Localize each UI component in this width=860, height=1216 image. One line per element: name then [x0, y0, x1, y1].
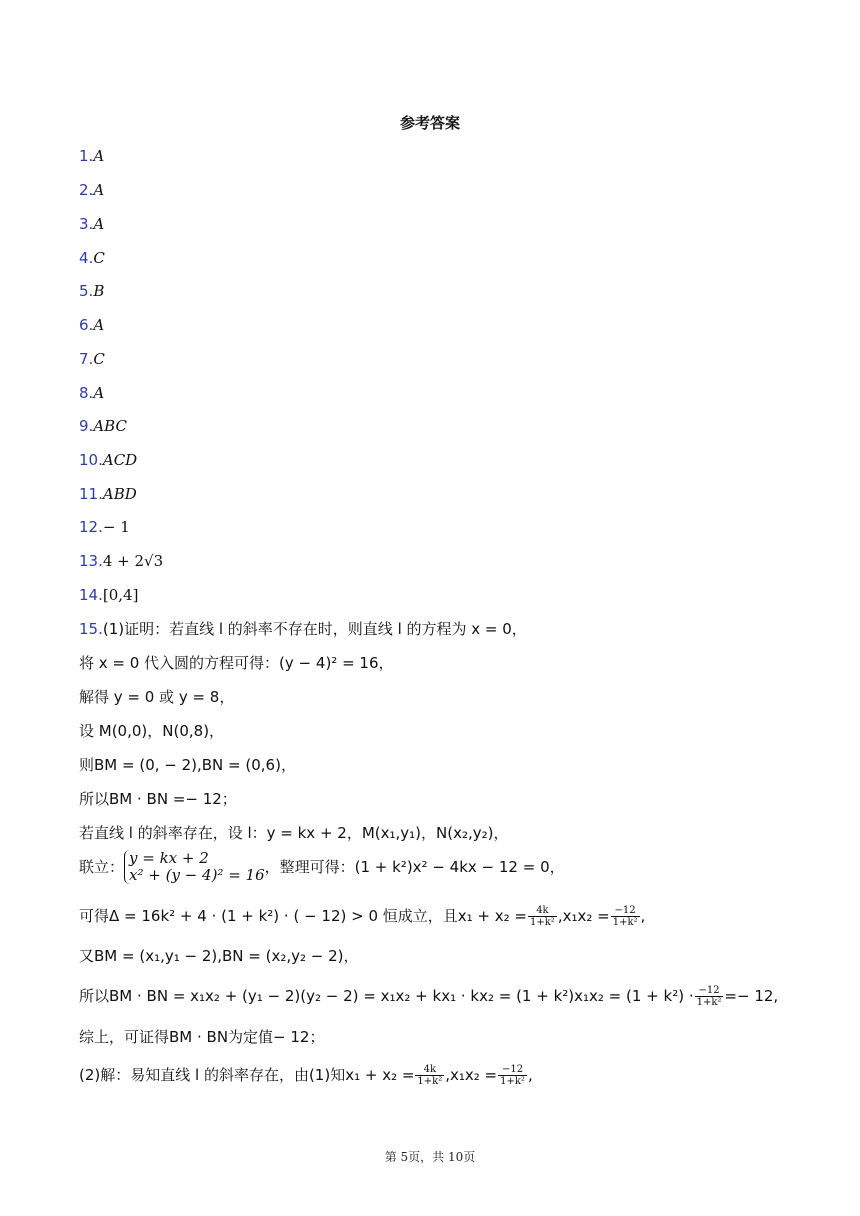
- fraction: [498, 1064, 527, 1087]
- numerator: 4k: [528, 905, 557, 917]
- solution-line: 若直线 l 的斜率存在，设 l：y = kx + 2，M(x₁,y₁)，N(x₂,y₂)，: [79, 824, 509, 842]
- answer-line: [79, 484, 137, 504]
- solution-text: 所以BM · BN = x₁x₂ + (y₁ − 2)(y₂ − 2) = x₁x₂ + kx₁ · kx₂ = (1 + k²)x₁x₂ = (1 + k²) ·: [79, 987, 694, 1005]
- answer-text: ABD: [102, 485, 137, 503]
- answer-text: [0,4]: [102, 586, 139, 604]
- answer-line: [79, 180, 104, 200]
- answer-number: 14.: [79, 586, 103, 604]
- answer-number: 1.: [79, 147, 94, 165]
- solution-text: ,: [640, 907, 646, 925]
- equation-system: [124, 850, 265, 884]
- solution-line: 又BM = (x₁,y₁ − 2),BN = (x₂,y₂ − 2)，: [79, 947, 359, 965]
- answer-text: − 1: [102, 518, 130, 536]
- answer-number: 11.: [79, 485, 103, 503]
- answer-number: 12.: [79, 518, 103, 536]
- fraction: [695, 985, 724, 1008]
- solution-line: [79, 850, 565, 884]
- answer-number: 8.: [79, 384, 94, 402]
- answer-number: 10.: [79, 451, 103, 469]
- answer-line: [79, 585, 138, 605]
- solution-line: 综上，可证得BM · BN为定值− 12；: [79, 1028, 325, 1046]
- answer-number: 7.: [79, 350, 94, 368]
- solution-line: [79, 985, 778, 1008]
- solution-text: 联立：: [79, 858, 125, 876]
- answer-text: 4 + 2√3: [102, 552, 164, 570]
- answer-line: [79, 517, 130, 537]
- denominator: 1+k²: [612, 917, 638, 928]
- equation-1: y = kx + 2: [129, 849, 209, 867]
- solution-text: (2)解：易知直线 l 的斜率存在，由(1)知x₁ + x₂ =: [79, 1066, 415, 1084]
- solution-text: ,x₁x₂ =: [557, 907, 610, 925]
- solution-line: 解得 y = 0 或 y = 8，: [79, 688, 235, 706]
- answer-text: B: [93, 282, 105, 300]
- answer-line: [79, 416, 127, 436]
- answer-number: 13.: [79, 552, 103, 570]
- equation-2: x² + (y − 4)² = 16: [129, 866, 265, 884]
- numerator: −12: [611, 905, 640, 917]
- answer-text: C: [93, 249, 105, 267]
- answer-line: [79, 214, 104, 234]
- solution-text: 可得Δ = 16k² + 4 · (1 + k²) · ( − 12) > 0 恒成立，且x₁ + x₂ =: [79, 907, 527, 925]
- solution-line: 则BM = (0, − 2),BN = (0,6)，: [79, 756, 296, 774]
- page-title: 参考答案: [399, 114, 460, 132]
- solution-line: [79, 619, 527, 639]
- fraction: [611, 905, 640, 928]
- answer-number: 9.: [79, 417, 94, 435]
- answer-text: A: [93, 181, 105, 199]
- numerator: 4k: [415, 1064, 444, 1076]
- solution-text: ,x₁x₂ =: [445, 1066, 498, 1084]
- answer-line: [79, 281, 104, 301]
- answer-line: [79, 349, 105, 369]
- denominator: 1+k²: [530, 917, 555, 928]
- page-footer: 第 5页，共 10页: [384, 1150, 476, 1164]
- numerator: −12: [695, 985, 724, 997]
- answer-line: [79, 315, 104, 335]
- solution-line: 将 x = 0 代入圆的方程可得：(y − 4)² = 16，: [79, 654, 394, 672]
- answer-line: [79, 551, 163, 571]
- denominator: 1+k²: [417, 1076, 443, 1087]
- solution-line: [79, 1064, 533, 1087]
- solution-line: [79, 905, 645, 928]
- numerator: −12: [498, 1064, 527, 1076]
- fraction: [528, 905, 557, 928]
- solution-text: ,: [527, 1066, 533, 1084]
- solution-line: 设 M(0,0)，N(0,8)，: [79, 722, 225, 740]
- answer-number: 4.: [79, 249, 94, 267]
- answer-text: C: [93, 350, 105, 368]
- solution-text: ，整理可得：(1 + k²)x² − 4kx − 12 = 0，: [264, 858, 565, 876]
- answer-number: 3.: [79, 215, 94, 233]
- question-number: 15.: [79, 620, 103, 638]
- answer-number: 2.: [79, 181, 94, 199]
- answer-text: ACD: [102, 451, 138, 469]
- solution-text: (1)证明：若直线 l 的斜率不存在时，则直线 l 的方程为 x = 0，: [102, 620, 527, 638]
- answer-number: 6.: [79, 316, 94, 334]
- solution-line: 所以BM · BN =− 12；: [79, 790, 237, 808]
- answer-text: A: [93, 384, 105, 402]
- answer-text: A: [93, 147, 105, 165]
- solution-text: =− 12,: [724, 987, 779, 1005]
- answer-line: [79, 383, 104, 403]
- answer-line: [79, 248, 105, 268]
- denominator: 1+k²: [500, 1076, 525, 1087]
- answer-text: A: [93, 215, 105, 233]
- answer-text: ABC: [93, 417, 127, 435]
- answer-line: [79, 450, 137, 470]
- answer-text: A: [93, 316, 105, 334]
- fraction: [415, 1064, 444, 1087]
- denominator: 1+k²: [696, 997, 722, 1008]
- answer-line: [79, 146, 104, 166]
- answer-number: 5.: [79, 282, 94, 300]
